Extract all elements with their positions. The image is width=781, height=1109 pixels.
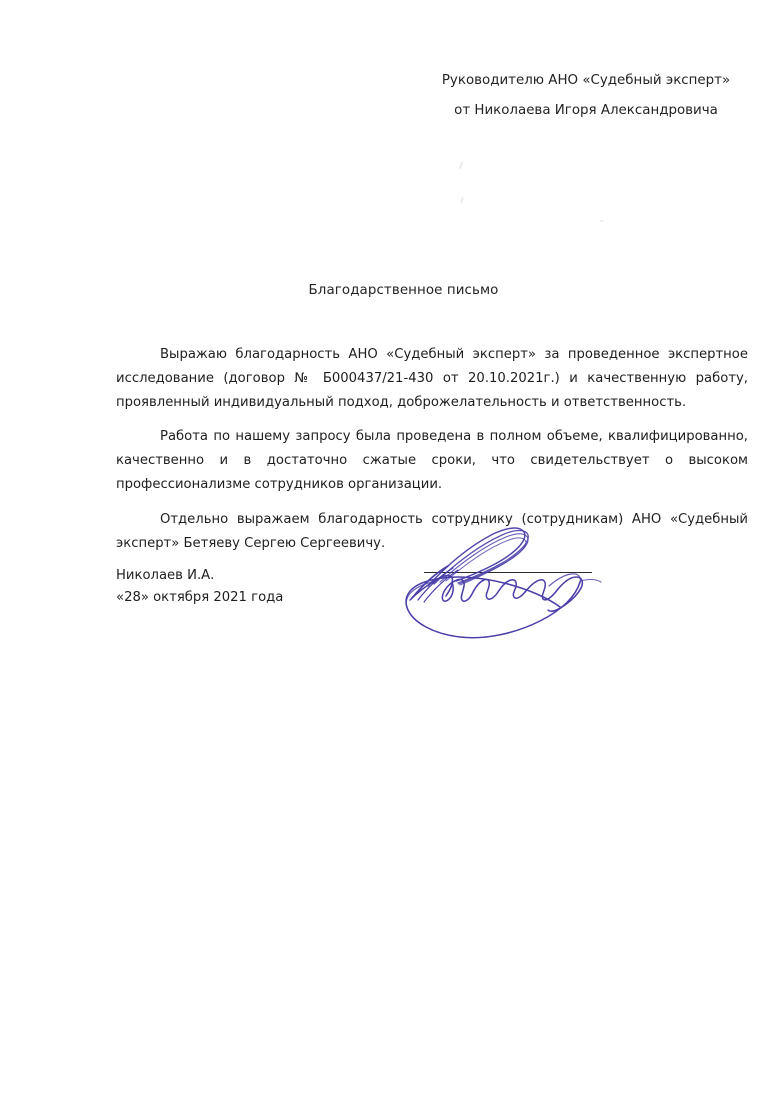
signature-rule bbox=[424, 572, 592, 573]
signer-name: Николаев И.А. bbox=[116, 568, 215, 583]
body-paragraph: Работа по нашему запросу была проведена в полном объеме, квалифицированно, качественно и в достаточно сжатые сроки, что свидетельствует о высоком профессионализме сотрудников организации. bbox=[116, 429, 748, 492]
body-paragraph: Отдельно выражаем благодарность сотруднику (сотрудникам) АНО «Судебный эксперт» Бетяеву Сергею Сергеевичу. bbox=[116, 511, 748, 551]
document-title: Благодарственное письмо bbox=[308, 283, 499, 298]
signature-block bbox=[116, 565, 283, 609]
scan-speck bbox=[600, 220, 604, 222]
signature-date: «28» октября 2021 года bbox=[116, 590, 284, 605]
addressee-line-organization: Руководителю АНО «Судебный эксперт» bbox=[441, 73, 731, 88]
body-paragraph: Выражаю благодарность АНО «Судебный эксперт» за проведенное экспертное исследование (договор № Б000437/21-430 от 20.10.2021г.) и качественную работу, проявленный индивидуальный подход, доброжелательность и ответственность. bbox=[116, 347, 748, 410]
addressee-line-sender: от Николаева Игоря Александровича bbox=[454, 103, 718, 118]
document-body bbox=[116, 343, 748, 555]
addressee-block bbox=[430, 66, 742, 126]
scan-speck bbox=[460, 197, 464, 203]
scan-speck bbox=[459, 162, 463, 169]
